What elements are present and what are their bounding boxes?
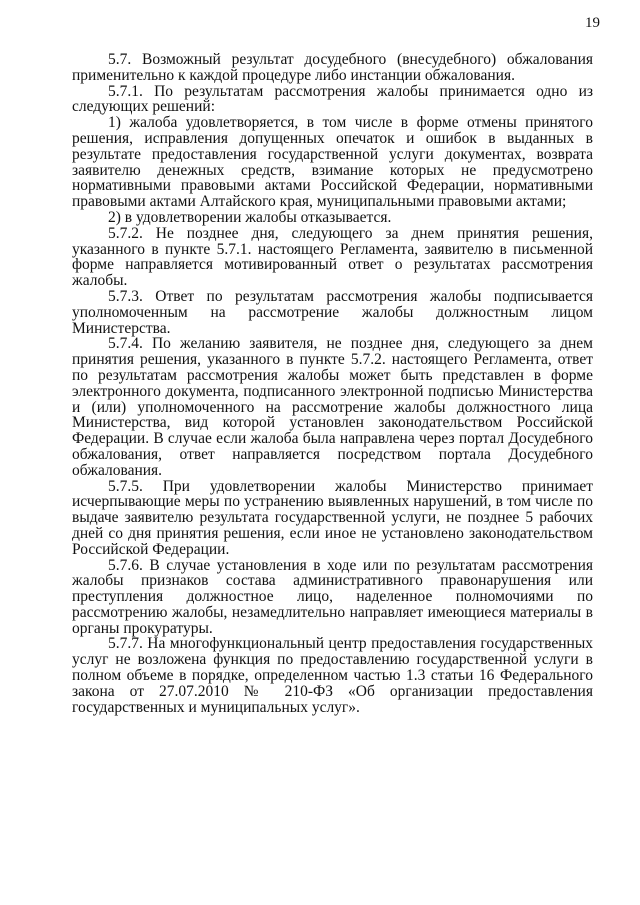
paragraph-5-7-5: 5.7.5. При удовлетворении жалобы Министерство принимает исчерпывающие меры по устранению выявленных нарушений, в том числе по выдаче заявителю результата государственной услуги, не позднее 5 рабочих дней со дня принятия решения, если иное не установлено законодательством Российской Федерации.	[72, 477, 593, 558]
page-number: 19	[585, 15, 600, 31]
paragraph-5-7-6: 5.7.6. В случае установления в ходе или по результатам рассмотрения жалобы признаков состава административного правонарушения или преступления должностное лицо, наделенное полномочиями по рассмотрению жалобы, незамедлительно направляет имеющиеся материалы в органы прокуратуры.	[72, 556, 593, 637]
paragraph-5-7-3: 5.7.3. Ответ по результатам рассмотрения жалобы подписывается уполномоченным на рассмотрение жалобы должностным лицом Министерства.	[72, 287, 593, 337]
document-body	[72, 52, 593, 715]
paragraph-5-7-7: 5.7.7. На многофункциональный центр предоставления государственных услуг не возложена функция по предоставлению государственной услуги в полном объеме в порядке, определенном частью 1.3 статьи 16 Федерального закона от 27.07.2010 № 210-ФЗ «Об организации предоставления государственных и муниципальных услуг».	[72, 635, 593, 716]
paragraph-5-7: 5.7. Возможный результат досудебного (внесудебного) обжалования применительно к каждой процедуре либо инстанции обжалования.	[72, 51, 593, 84]
paragraph-5-7-4: 5.7.4. По желанию заявителя, не позднее дня, следующего за днем принятия решения, указанного в пункте 5.7.2. настоящего Регламента, ответ по результатам рассмотрения жалобы может быть представлен в форме электронного документа, подписанного электронной подписью Министерства и (или) уполномоченного на рассмотрение жалобы должностного лица Министерства, вид которой установлен законодательством Российской Федерации. В случае если жалоба была направлена через портал Досудебного обжалования, ответ направляется посредством портала Досудебного обжалования.	[72, 335, 593, 479]
paragraph-5-7-1: 5.7.1. По результатам рассмотрения жалобы принимается одно из следующих решений:	[72, 82, 593, 116]
list-item-1: 1) жалоба удовлетворяется, в том числе в форме отмены принятого решения, исправления допущенных опечаток и ошибок в выданных в результате предоставления государственной услуги документах, возврата заявителю денежных средств, взимание которых не предусмотрено нормативными правовыми актами Российской Федерации, нормативными правовыми актами Алтайского края, муниципальными правовыми актами;	[72, 114, 593, 211]
list-item-2: 2) в удовлетворении жалобы отказывается.	[108, 208, 392, 226]
paragraph-5-7-2: 5.7.2. Не позднее дня, следующего за днем принятия решения, указанного в пункте 5.7.1. настоящего Регламента, заявителю в письменной форме направляется мотивированный ответ о результатах рассмотрения жалобы.	[72, 224, 593, 290]
